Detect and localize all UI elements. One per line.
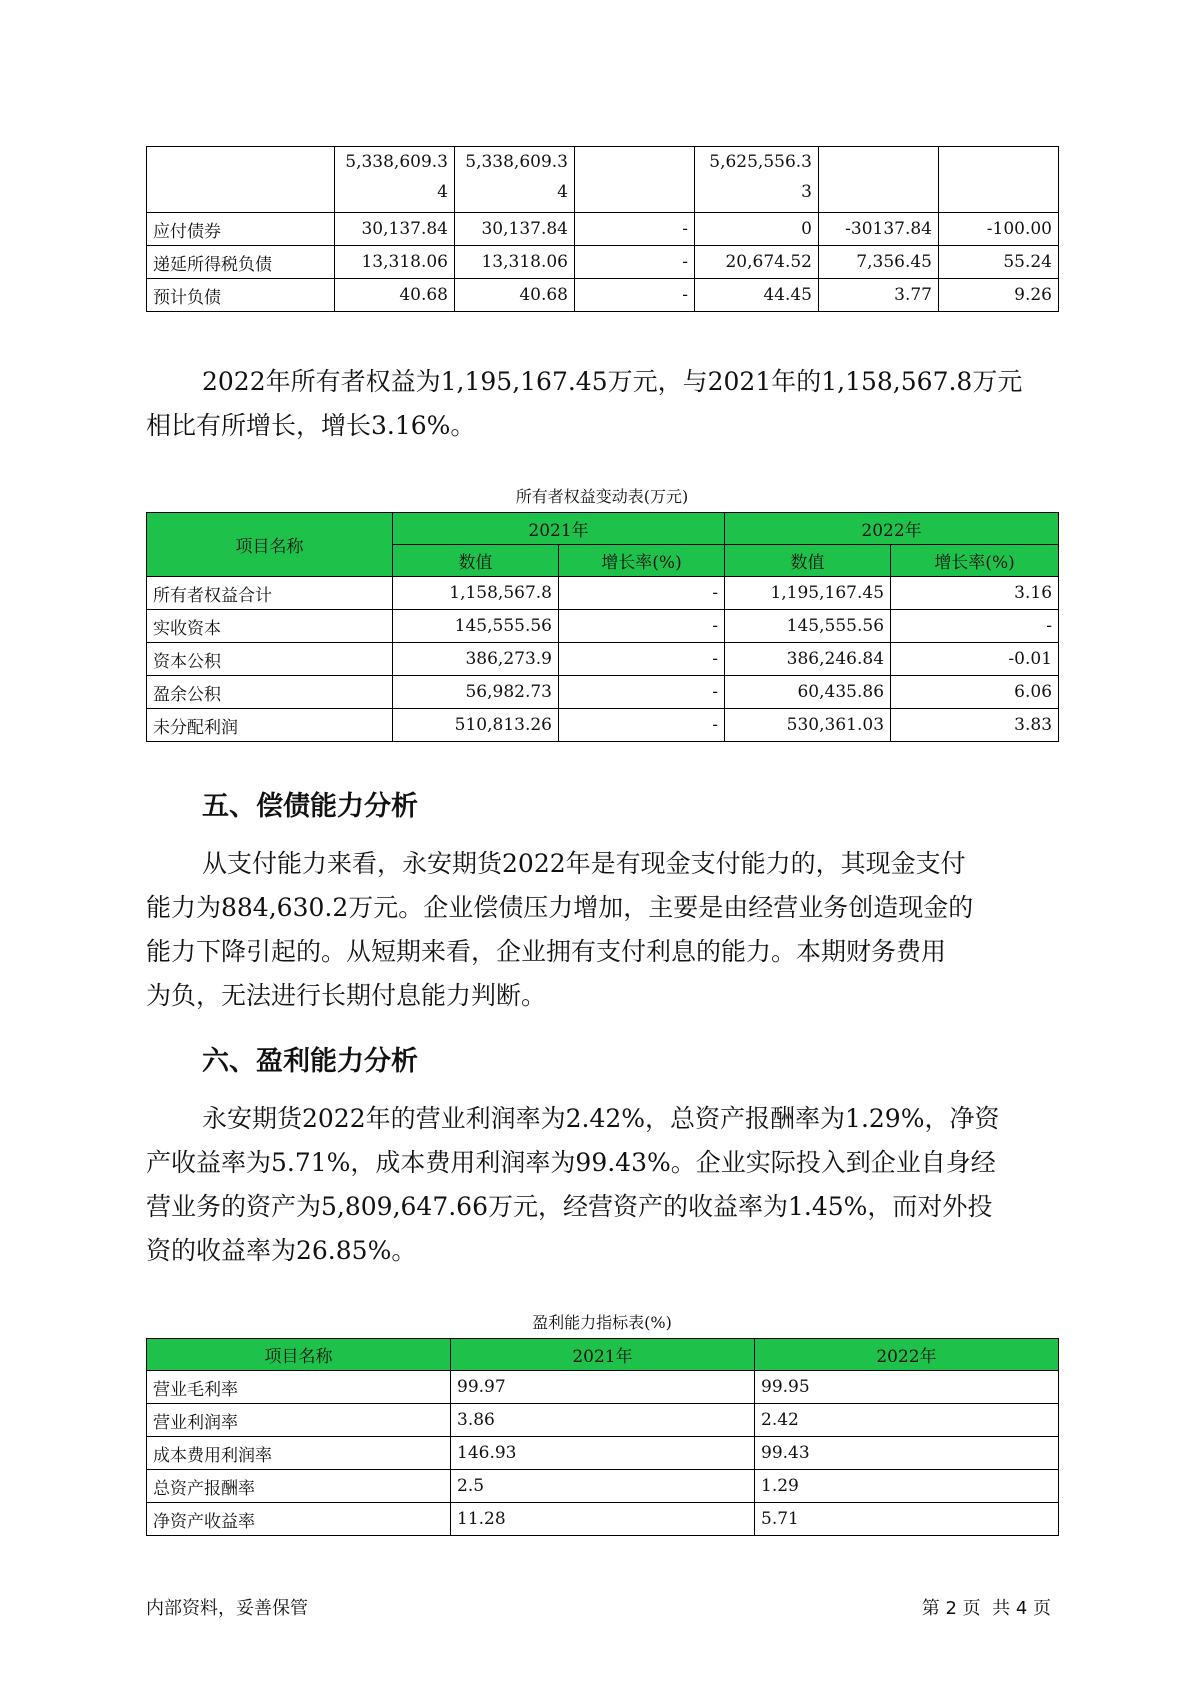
- header-item-name: 项目名称: [147, 1339, 451, 1371]
- row-label: 净资产收益率: [147, 1503, 451, 1536]
- footer-page-number: 第 2 页 共 4 页: [921, 1598, 1051, 1619]
- table-row: [147, 643, 1059, 676]
- header-value: 数值: [393, 545, 559, 577]
- cell-value-line2: 3: [801, 182, 812, 202]
- equity-table: [146, 512, 1059, 742]
- table-row: [147, 1404, 1059, 1437]
- equity-table-caption: 所有者权益变动表(万元): [515, 487, 689, 506]
- table-row: [147, 1503, 1059, 1536]
- cell-value: [819, 147, 939, 213]
- header-value: 数值: [725, 545, 891, 577]
- cell-value: 40.68: [335, 279, 455, 312]
- cell-value: 44.45: [695, 279, 819, 312]
- cell-value: 60,435.86: [725, 676, 891, 709]
- cell-value: 11.28: [451, 1503, 755, 1536]
- table-row: [147, 1470, 1059, 1503]
- table-row: [147, 1437, 1059, 1470]
- paragraph-line: 相比有所增长，增长3.16%。: [146, 411, 476, 440]
- cell-value: 30,137.84: [335, 213, 455, 246]
- cell-value-line1: 5,625,556.3: [709, 152, 812, 172]
- cell-value: 13,318.06: [455, 246, 575, 279]
- cell-value: 530,361.03: [725, 709, 891, 742]
- cell-value: 7,356.45: [819, 246, 939, 279]
- cell-value: 20,674.52: [695, 246, 819, 279]
- row-label: 预计负债: [147, 279, 335, 312]
- header-growth: 增长率(%): [891, 545, 1059, 577]
- cell-value: -: [575, 213, 695, 246]
- profit-table-caption: 盈利能力指标表(%): [532, 1313, 672, 1332]
- cell-value: -: [559, 676, 725, 709]
- paragraph-line: 为负，无法进行长期付息能力判断。: [146, 981, 547, 1010]
- equity-paragraph: [146, 360, 1046, 448]
- paragraph-line: 从支付能力来看，永安期货2022年是有现金支付能力的，其现金支付: [202, 849, 966, 878]
- row-label: 营业利润率: [147, 1404, 451, 1437]
- cell-value: [455, 147, 575, 213]
- cell-value: 2.42: [755, 1404, 1059, 1437]
- row-label: 资本公积: [147, 643, 393, 676]
- table-row: [147, 213, 1059, 246]
- table-row: [147, 147, 1059, 213]
- table-row: [147, 610, 1059, 643]
- cell-value: 3.16: [891, 577, 1059, 610]
- cell-value: 3.83: [891, 709, 1059, 742]
- cell-value: -: [559, 577, 725, 610]
- cell-value: 2.5: [451, 1470, 755, 1503]
- table-header-row: [147, 513, 1059, 545]
- profit-table: [146, 1338, 1059, 1536]
- paragraph-line: 2022年所有者权益为1,195,167.45万元，与2021年的1,158,567.8万元: [202, 367, 1023, 396]
- cell-value: -100.00: [939, 213, 1059, 246]
- paragraph-line: 能力下降引起的。从短期来看，企业拥有支付利息的能力。本期财务费用: [146, 937, 947, 966]
- paragraph-line: 产收益率为5.71%，成本费用利润率为99.43%。企业实际投入到企业自身经: [146, 1148, 996, 1177]
- cell-value: 1,195,167.45: [725, 577, 891, 610]
- row-label: 营业毛利率: [147, 1371, 451, 1404]
- cell-value: 40.68: [455, 279, 575, 312]
- row-label: 盈余公积: [147, 676, 393, 709]
- cell-value: 1.29: [755, 1470, 1059, 1503]
- row-label: 总资产报酬率: [147, 1470, 451, 1503]
- cell-value: 0: [695, 213, 819, 246]
- footer-confidential: 内部资料，妥善保管: [146, 1598, 308, 1619]
- cell-value: 3.77: [819, 279, 939, 312]
- table-row: [147, 676, 1059, 709]
- cell-value: 146.93: [451, 1437, 755, 1470]
- row-label: 应付债券: [147, 213, 335, 246]
- solvency-paragraph: [146, 842, 1046, 1018]
- table-row: [147, 279, 1059, 312]
- cell-value: 9.26: [939, 279, 1059, 312]
- cell-value: -0.01: [891, 643, 1059, 676]
- cell-value: [939, 147, 1059, 213]
- paragraph-line: 能力为884,630.2万元。企业偿债压力增加，主要是由经营业务创造现金的: [146, 893, 974, 922]
- cell-value: 3.86: [451, 1404, 755, 1437]
- row-label: [147, 147, 335, 213]
- cell-value: [575, 147, 695, 213]
- row-label: 所有者权益合计: [147, 577, 393, 610]
- header-year-2022: 2022年: [725, 513, 1059, 545]
- cell-value: 510,813.26: [393, 709, 559, 742]
- cell-value: 99.95: [755, 1371, 1059, 1404]
- paragraph-line: 营业务的资产为5,809,647.66万元，经营资产的收益率为1.45%，而对外投: [146, 1192, 993, 1221]
- cell-value: 145,555.56: [725, 610, 891, 643]
- cell-value: 386,246.84: [725, 643, 891, 676]
- section-heading-profitability: 六、盈利能力分析: [202, 1046, 418, 1077]
- table-header-row: [147, 1339, 1059, 1371]
- header-year-2021: 2021年: [393, 513, 725, 545]
- table-row: [147, 577, 1059, 610]
- row-label: 成本费用利润率: [147, 1437, 451, 1470]
- row-label: 递延所得税负债: [147, 246, 335, 279]
- cell-value: 56,982.73: [393, 676, 559, 709]
- cell-value: -30137.84: [819, 213, 939, 246]
- cell-value: 99.97: [451, 1371, 755, 1404]
- cell-value: 1,158,567.8: [393, 577, 559, 610]
- cell-value: -: [559, 610, 725, 643]
- section-heading-solvency: 五、偿债能力分析: [202, 791, 418, 822]
- cell-value: 55.24: [939, 246, 1059, 279]
- cell-value: 145,555.56: [393, 610, 559, 643]
- cell-value: 30,137.84: [455, 213, 575, 246]
- header-item-name: 项目名称: [147, 513, 393, 577]
- profitability-paragraph: [146, 1097, 1046, 1273]
- cell-value-line2: 4: [437, 182, 448, 202]
- header-growth: 增长率(%): [559, 545, 725, 577]
- cell-value: -: [575, 279, 695, 312]
- cell-value: [695, 147, 819, 213]
- cell-value-line1: 5,338,609.3: [465, 152, 568, 172]
- liabilities-table: [146, 146, 1059, 312]
- header-year-2022: 2022年: [755, 1339, 1059, 1371]
- cell-value: -: [891, 610, 1059, 643]
- table-row: [147, 1371, 1059, 1404]
- cell-value: 13,318.06: [335, 246, 455, 279]
- table-row: [147, 709, 1059, 742]
- cell-value: -: [575, 246, 695, 279]
- cell-value: 386,273.9: [393, 643, 559, 676]
- paragraph-line: 永安期货2022年的营业利润率为2.42%，总资产报酬率为1.29%，净资: [202, 1104, 1000, 1133]
- cell-value: 99.43: [755, 1437, 1059, 1470]
- row-label: 实收资本: [147, 610, 393, 643]
- cell-value: [335, 147, 455, 213]
- header-year-2021: 2021年: [451, 1339, 755, 1371]
- cell-value: -: [559, 709, 725, 742]
- paragraph-line: 资的收益率为26.85%。: [146, 1236, 417, 1265]
- cell-value: 6.06: [891, 676, 1059, 709]
- cell-value: 5.71: [755, 1503, 1059, 1536]
- cell-value-line2: 4: [557, 182, 568, 202]
- row-label: 未分配利润: [147, 709, 393, 742]
- cell-value-line1: 5,338,609.3: [345, 152, 448, 172]
- cell-value: -: [559, 643, 725, 676]
- table-row: [147, 246, 1059, 279]
